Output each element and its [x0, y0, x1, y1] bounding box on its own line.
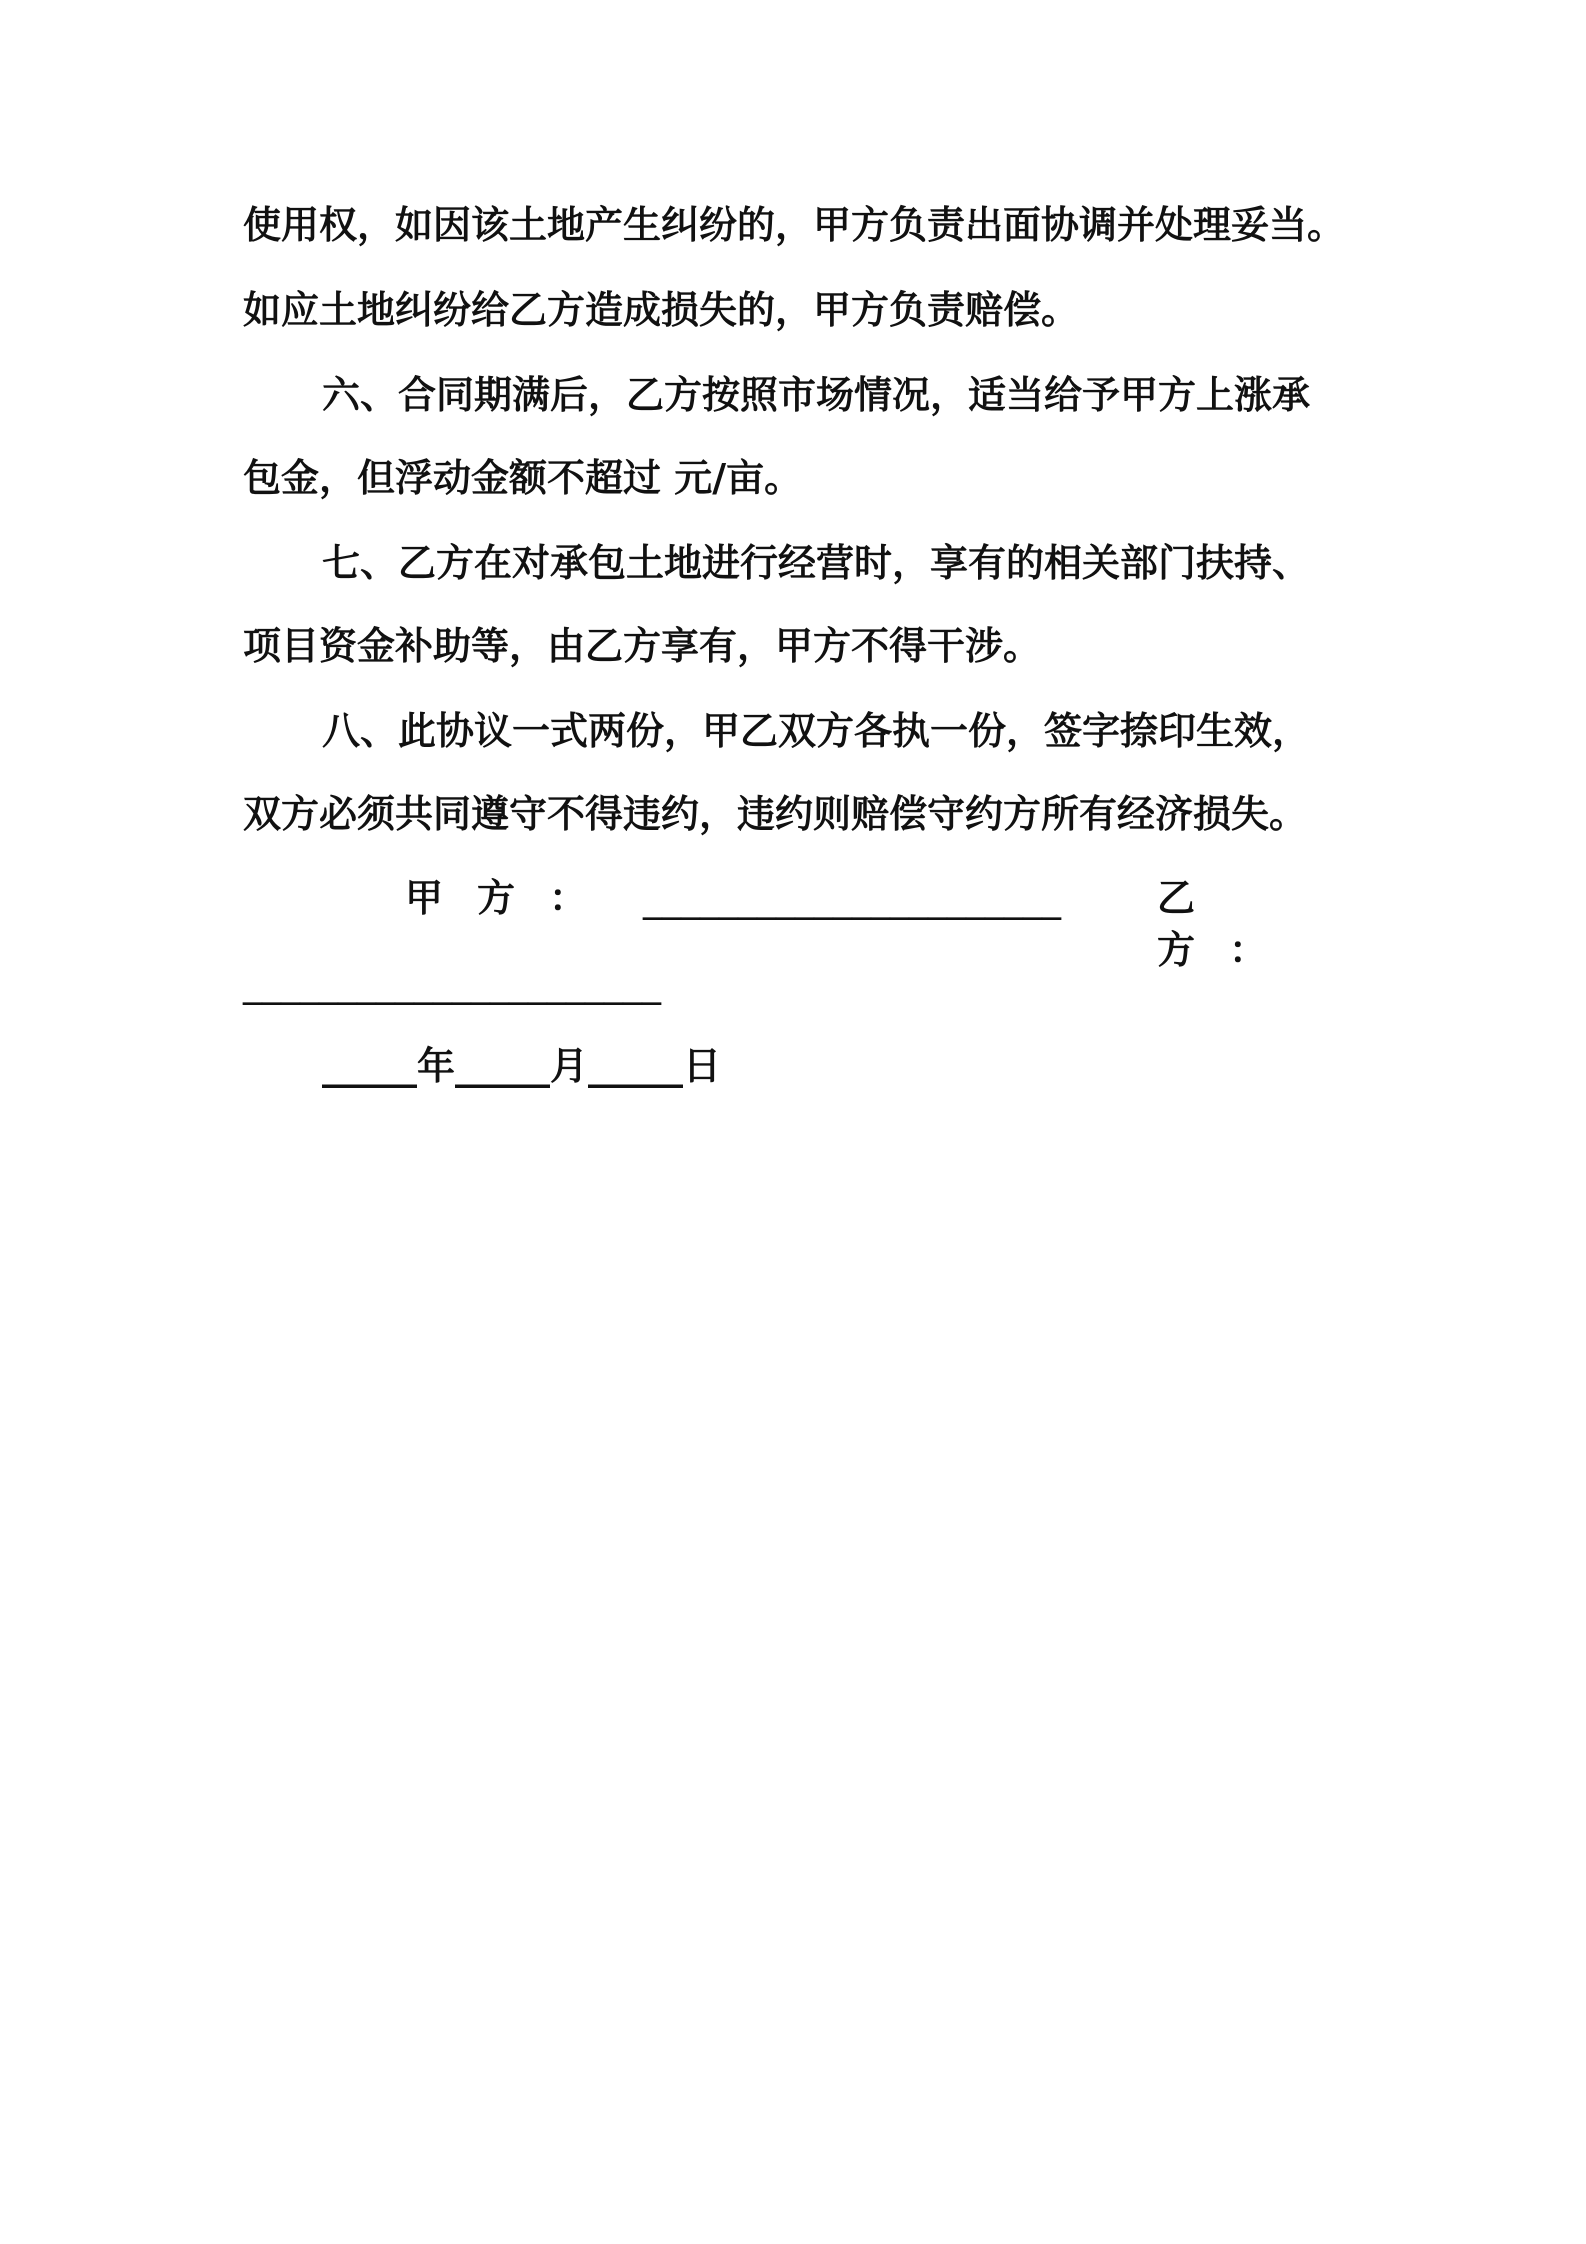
party-b-label: 乙方： — [1157, 876, 1302, 972]
clause-eight-continuation: 双方必须共同遵守不得违约，违约则赔偿守约方所有经济损失。 — [243, 792, 1308, 836]
clause-seven-continuation: 项目资金补助等，由乙方享有，甲方不得干涉。 — [243, 624, 1042, 668]
clause-six-continuation: 包金，但浮动金额不超过 元/亩。 — [243, 456, 803, 500]
paragraph-line: 如应土地纠纷给乙方造成损失的，甲方负责赔偿。 — [243, 288, 1080, 332]
party-a-label: 甲方： — [405, 876, 622, 920]
date-line: _____年_____月_____日 — [322, 1044, 722, 1088]
clause-eight-line: 八、此协议一式两份，甲乙双方各执一份，签字捺印生效， — [322, 709, 1311, 753]
party-b-signature-line: ______________________ — [243, 961, 661, 1005]
paragraph-line: 使用权，如因该土地产生纠纷的，甲方负责出面协调并处理妥当。 — [243, 203, 1346, 247]
party-a-signature-line: ______________________ — [643, 876, 1061, 920]
clause-seven-line: 七、乙方在对承包土地进行经营时，享有的相关部门扶持、 — [322, 541, 1311, 585]
clause-six-line: 六、合同期满后，乙方按照市场情况，适当给予甲方上涨承 — [322, 373, 1311, 417]
signature-row — [243, 872, 1353, 972]
